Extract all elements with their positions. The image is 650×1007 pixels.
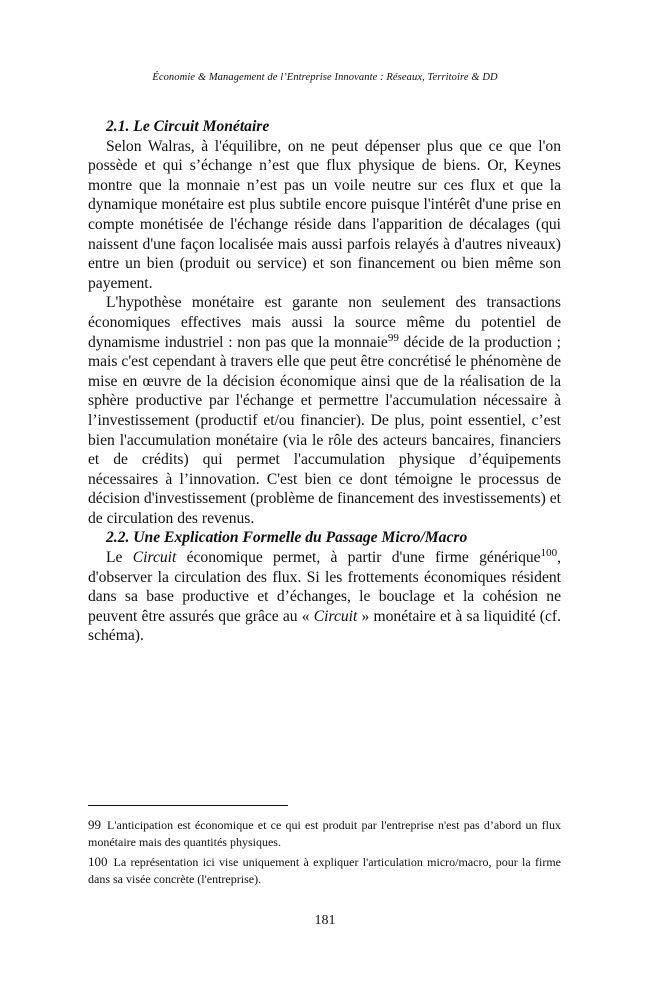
paragraph-hypothese-monetaire [88, 293, 561, 528]
paragraph-text: L'hypothèse monétaire est garante non seulement des transactions économiques effectives mais aussi la source même du potentiel de dynamisme industriel : non pas que la monnaie [88, 294, 561, 351]
footnote-ref-100[interactable]: 100 [540, 547, 558, 560]
footnote-ref-99[interactable]: 99 [387, 331, 399, 344]
footnote-100 [88, 854, 561, 887]
paragraph-text: Le [106, 549, 133, 567]
footnote-text: La représentation ici vise uniquement à expliquer l'articulation micro/macro, pour la firme dans sa visée concrète (l'entreprise). [88, 855, 561, 886]
footnotes [88, 817, 561, 891]
paragraph-text: » monétaire et à sa liquidité (cf. schéma). [88, 607, 562, 645]
paragraph-circuit-economique [88, 548, 561, 646]
paragraph-text: économique permet, à partir d'une firme générique [176, 549, 541, 567]
section-heading-2-1: 2.1. Le Circuit Monétaire [106, 118, 270, 135]
page-number: 181 [314, 913, 336, 928]
italic-term-circuit: Circuit [313, 607, 358, 625]
footnote-number: 99 [88, 817, 101, 832]
paragraph-text: , d'observer la circulation des flux. Si les frottements économiques résident dans sa base productive et d’échanges, le bouclage et la cohésion ne peuvent être assurés que grâce au « [88, 549, 561, 625]
italic-term-circuit: Circuit [132, 549, 177, 567]
body-text [88, 117, 561, 646]
footnote-separator [88, 805, 288, 806]
footnote-text: L'anticipation est économique et ce qui est produit par l'entreprise n'est pas d’abord un flux monétaire mais des quantités physiques. [88, 818, 561, 849]
running-header: Économie & Management de l’Entreprise Innovante : Réseaux, Territoire & DD [152, 72, 498, 83]
paragraph-text: décide de la production ; mais c'est cependant à travers elle que peut être concrétisé le phénomène de mise en œuvre de la décision économique ainsi que de la réalisation de la sphère productive par l'échange et permettre l'accumulation nécessaire à l’investissement (productif et/ou financier). De plus, point essentiel, c’est bien l'accumulation monétaire (via le rôle des acteurs bancaires, financiers et de crédits) qui permet l'accumulation physique d’équipements nécessaires à l’innovation. C'est bien ce dont témoigne le processus de décision d'investissement (problème de financement des investissements) et de circulation des revenus. [88, 333, 561, 527]
paragraph-walras: Selon Walras, à l'équilibre, on ne peut dépenser plus que ce que l'on possède et qui s’échange n’est que flux physique de biens. Or, Keynes montre que la monnaie n’est pas un voile neutre sur ces flux et que la dynamique monétaire est plus subtile encore puisque l'intérêt d'une prise en compte monétisée de l'échange réside dans l'apparition de décalages (qui naissent d'une façon localisée mais aussi parfois relayés à d'autres niveaux) entre un bien (produit ou service) et son financement ou bien même son payement. [88, 137, 561, 292]
footnote-99 [88, 817, 561, 850]
footnote-number: 100 [88, 854, 108, 869]
section-heading-2-2: 2.2. Une Explication Formelle du Passage Micro/Macro [106, 529, 468, 547]
